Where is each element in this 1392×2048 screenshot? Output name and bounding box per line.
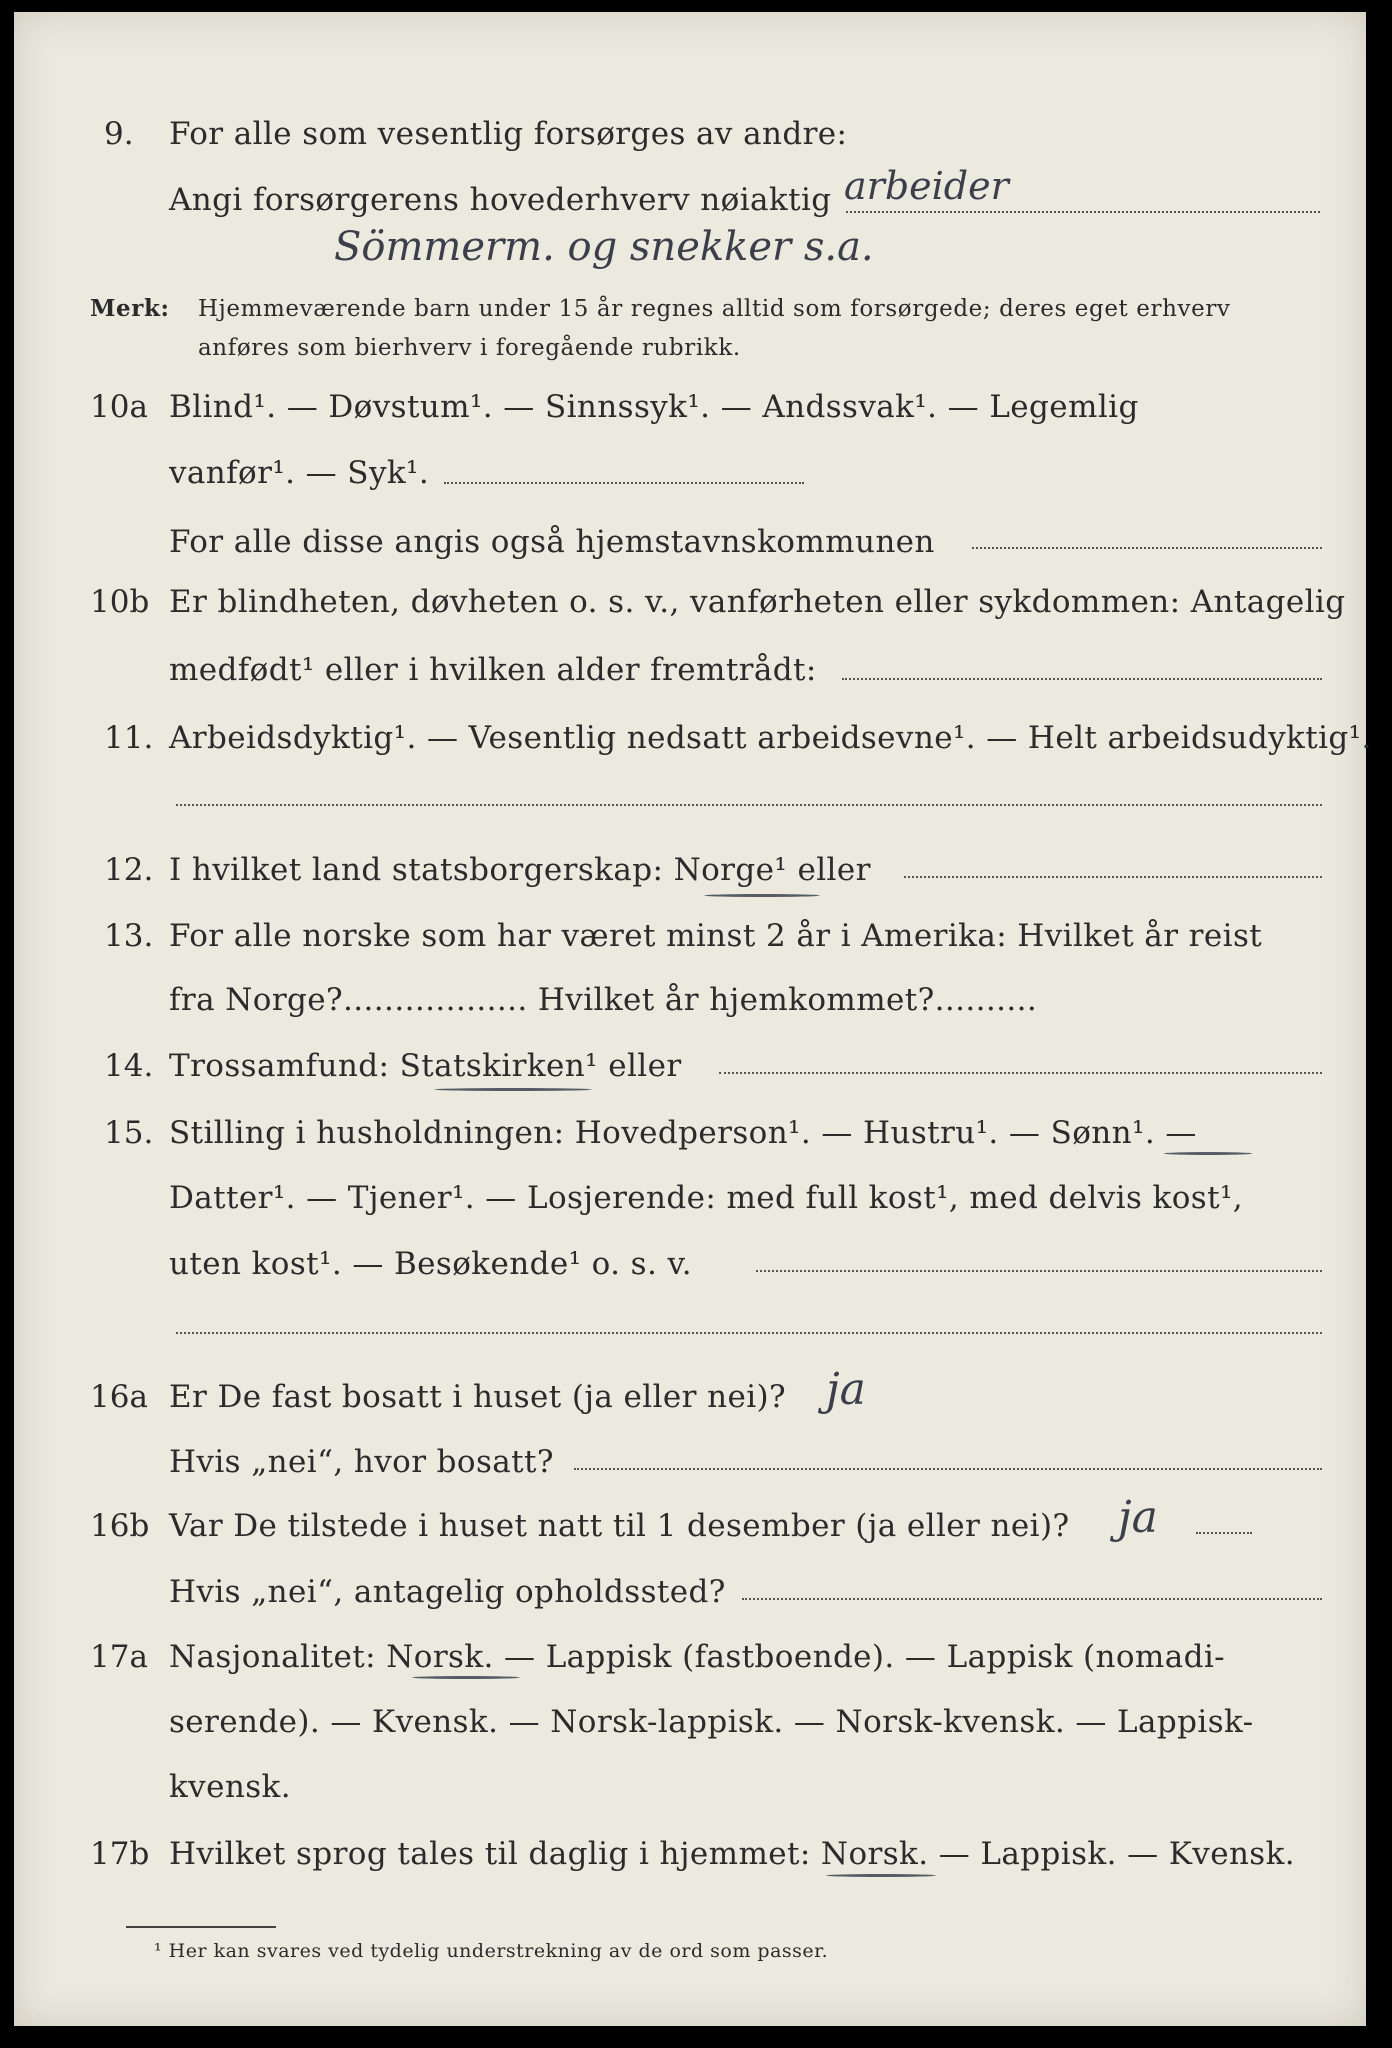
- q14-dots: [719, 1072, 1322, 1074]
- q16a-line2: Hvis „nei“, hvor bosatt?: [169, 1444, 554, 1480]
- q13-line1: For alle norske som har været minst 2 år i Amerika: Hvilket år reist: [169, 918, 1263, 954]
- q11-dots: [176, 804, 1322, 806]
- q10b-line1: Er blindheten, døvheten o. s. v., vanførheten eller sykdommen: Antagelig: [169, 584, 1346, 620]
- q17a-underline-norsk: [412, 1676, 520, 1679]
- q12-underline-norge: [704, 894, 820, 897]
- q13-number: 13.: [104, 918, 154, 954]
- q10a-dots1: [444, 482, 804, 484]
- q16b-dots2: [742, 1598, 1322, 1600]
- q16a-handwritten-answer: ja: [826, 1364, 866, 1415]
- q16b-number: 16b: [90, 1508, 150, 1544]
- footnote-text: ¹ Her kan svares ved tydelig understrekning av de ord som passer.: [154, 1940, 829, 1962]
- q14-line1: Trossamfund: Statskirken¹ eller: [169, 1048, 682, 1084]
- q17a-number: 17a: [90, 1639, 148, 1675]
- q15-underline-sonn: [1164, 1152, 1252, 1155]
- q9-answer-dots: [846, 211, 1320, 213]
- q10a-line1: Blind¹. — Døvstum¹. — Sinnssyk¹. — Andssvak¹. — Legemlig: [169, 389, 1139, 425]
- q15-number: 15.: [104, 1115, 154, 1151]
- q14-number: 14.: [104, 1048, 154, 1084]
- q11-number: 11.: [104, 720, 154, 756]
- merk-line2: anføres som bierhverv i foregående rubrikk.: [198, 335, 741, 361]
- q17a-line2: serende). — Kvensk. — Norsk-lappisk. — Norsk-kvensk. — Lappisk-: [169, 1704, 1254, 1740]
- q9-line1: For alle som vesentlig forsørges av andre:: [169, 116, 848, 152]
- q9-handwritten-continuation: Sömmerm. og snekker s.a.: [334, 224, 874, 270]
- q10b-line2: medfødt¹ eller i hvilken alder fremtrådt:: [169, 652, 817, 688]
- q16b-handwritten-answer: ja: [1118, 1492, 1158, 1543]
- q17b-number: 17b: [90, 1836, 150, 1872]
- q9-line2: Angi forsørgerens hovederhverv nøiaktig: [169, 182, 832, 218]
- q10b-number: 10b: [90, 584, 150, 620]
- q10b-dots: [842, 678, 1322, 680]
- q16b-line1: Var De tilstede i huset natt til 1 desember (ja eller nei)?: [169, 1508, 1070, 1544]
- q16b-dots1: [1196, 1532, 1252, 1534]
- footnote-rule: [126, 1926, 276, 1928]
- q14-underline-statskirken: [434, 1088, 592, 1091]
- q15-line3: uten kost¹. — Besøkende¹ o. s. v.: [169, 1246, 692, 1282]
- q9-number: 9.: [104, 116, 134, 152]
- q17b-line1: Hvilket sprog tales til daglig i hjemmet: Norsk. — Lappisk. — Kvensk.: [169, 1836, 1296, 1872]
- q13-line2: fra Norge?.................. Hvilket år hjemkommet?..........: [169, 982, 1038, 1018]
- q10a-dots2: [972, 547, 1322, 549]
- merk-line1: Hjemmeværende barn under 15 år regnes alltid som forsørgede; deres eget erhverv: [198, 296, 1231, 322]
- q15-line1: Stilling i husholdningen: Hovedperson¹. — Hustru¹. — Sønn¹. —: [169, 1115, 1197, 1151]
- q15-dots1: [756, 1270, 1322, 1272]
- q12-number: 12.: [104, 852, 154, 888]
- q16a-line1: Er De fast bosatt i huset (ja eller nei)?: [169, 1379, 787, 1415]
- q12-line1: I hvilket land statsborgerskap: Norge¹ eller: [169, 852, 871, 888]
- q15-dots2: [176, 1332, 1322, 1334]
- merk-label: Merk:: [90, 295, 170, 322]
- q16a-number: 16a: [90, 1379, 148, 1415]
- q10a-number: 10a: [90, 389, 148, 425]
- q16a-dots: [574, 1468, 1322, 1470]
- q10a-line2: vanfør¹. — Syk¹.: [169, 455, 430, 491]
- q11-line1: Arbeidsdyktig¹. — Vesentlig nedsatt arbeidsevne¹. — Helt arbeidsudyktig¹.: [169, 720, 1372, 756]
- q17a-line1: Nasjonalitet: Norsk. — Lappisk (fastboende). — Lappisk (nomadi-: [169, 1639, 1226, 1675]
- q17b-underline-norsk: [826, 1874, 936, 1877]
- q9-handwritten-occupation: arbeider: [844, 164, 1009, 208]
- q16b-line2: Hvis „nei“, antagelig opholdssted?: [169, 1574, 726, 1610]
- q12-dots: [904, 876, 1322, 878]
- census-form-page: [14, 12, 1372, 2026]
- q10a-line3: For alle disse angis også hjemstavnskommunen: [169, 524, 935, 560]
- q15-line2: Datter¹. — Tjener¹. — Losjerende: med full kost¹, med delvis kost¹,: [169, 1180, 1244, 1216]
- q17a-line3: kvensk.: [169, 1769, 291, 1805]
